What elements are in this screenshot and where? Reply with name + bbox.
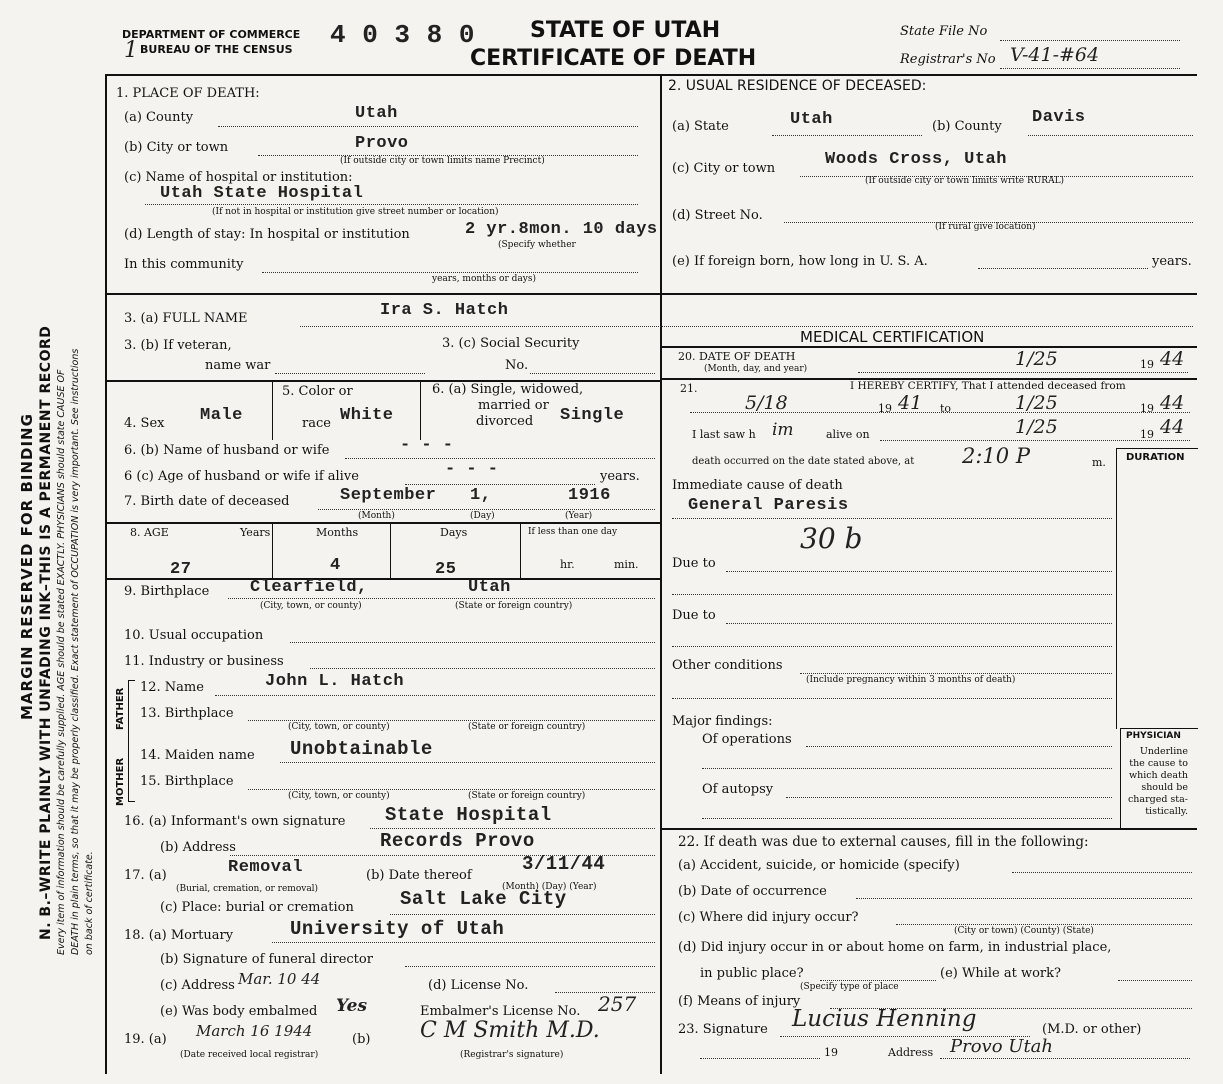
birthplace-state: Utah <box>468 578 511 597</box>
external-a-line <box>1012 872 1192 873</box>
res-county: Davis <box>1032 108 1086 127</box>
age-less-label: If less than one day <box>528 527 618 537</box>
external-b-line <box>856 898 1192 899</box>
address-label: (b) Address <box>160 840 236 855</box>
external-f-label: (f) Means of injury <box>678 994 801 1009</box>
res-state-line <box>772 135 922 136</box>
stamp-prefix: 1 <box>124 38 138 63</box>
received-label: 19. (a) <box>124 1032 167 1047</box>
pod-community-line <box>262 272 638 273</box>
birth-day: 1, <box>470 486 492 505</box>
frame-rule-left-2 <box>105 522 660 524</box>
frame-rule-right-3 <box>660 828 1197 830</box>
director-addr-label: (c) Address <box>160 978 235 993</box>
alive-year-prefix: 19 <box>1140 428 1154 441</box>
margin-ink-note: N. B.–WRITE PLAINLY WITH UNFADING INK–THIS IS A PERMANENT RECORD <box>38 325 54 940</box>
margin-instructions-3: on back of certificate. <box>84 851 95 955</box>
due-to-line-2b <box>672 646 1112 647</box>
physician-box-line: charged sta- <box>1127 794 1188 805</box>
autopsy-label: Of autopsy <box>702 782 774 797</box>
death-time: 2:10 P <box>962 444 1030 468</box>
race-value: White <box>340 406 394 425</box>
physician-box-text <box>1126 746 1206 818</box>
marital-label-3: divorced <box>476 414 534 429</box>
registrar-sig-note: (Registrar's signature) <box>460 1050 564 1060</box>
place-title: 1. PLACE OF DEATH: <box>116 86 260 101</box>
physician-box-line: the cause to <box>1129 758 1188 769</box>
spouse-value: - - - <box>400 436 454 455</box>
due-to-label-1: Due to <box>672 556 716 571</box>
frame-top <box>105 74 1197 76</box>
date-death: 1/25 <box>1015 348 1058 370</box>
autopsy-line-b <box>702 818 1112 819</box>
stamp-number: 4 0 3 8 0 <box>330 20 475 50</box>
place-burial-line <box>390 914 655 915</box>
ssn-label: 3. (c) Social Security <box>442 336 580 351</box>
place-burial: Salt Lake City <box>400 888 567 910</box>
occupation-label: 10. Usual occupation <box>124 628 264 643</box>
certificate-title: CERTIFICATE OF DEATH <box>470 46 757 71</box>
date-death-note: (Month, day, and year) <box>704 364 808 374</box>
physician-box-title: PHYSICIAN <box>1126 731 1181 741</box>
pod-city-note: (If outside city or town limits name Precinct) <box>340 156 545 166</box>
mortuary-value: University of Utah <box>290 918 505 940</box>
registrar-label: Registrar's No <box>900 52 996 67</box>
ssn-line <box>530 373 655 374</box>
father-birth-label: 13. Birthplace <box>140 706 234 721</box>
external-c-label: (c) Where did injury occur? <box>678 910 859 925</box>
margin-instructions-2: DEATH in plain terms, so that it may be properly classified. Exact statement of OCCUPATION is very important. See instructions <box>70 348 81 955</box>
margin-instructions-1: Every item of information should be carefully supplied. AGE should be stated EXACTLY. PHYSICIANS should state CAUSE OF <box>56 369 67 955</box>
mortuary-label: 18. (a) Mortuary <box>124 928 234 943</box>
physician-box-line: should be <box>1141 782 1188 793</box>
state-title: STATE OF UTAH <box>530 18 721 43</box>
embalmed-label: (e) Was body embalmed <box>160 1004 318 1019</box>
registrar-sig-label: (b) <box>352 1032 371 1047</box>
external-c-note: (City or town) (County) (State) <box>954 926 1094 936</box>
sex-label: 4. Sex <box>124 416 165 431</box>
operations-label: Of operations <box>702 732 792 747</box>
birth-month: September <box>340 486 437 505</box>
director-label: (b) Signature of funeral director <box>160 952 373 967</box>
alive-year: 44 <box>1160 416 1185 438</box>
age-days: 25 <box>435 560 457 579</box>
pod-hospital-label: (c) Name of hospital or institution: <box>124 170 353 185</box>
registrar-value: V-41-#64 <box>1010 44 1100 66</box>
name-label: 3. (a) FULL NAME <box>124 311 248 326</box>
to-year-prefix: 19 <box>1140 402 1154 415</box>
pod-stay-label: (d) Length of stay: In hospital or institution <box>124 227 410 242</box>
sex-value: Male <box>200 406 243 425</box>
full-name: Ira S. Hatch <box>380 301 509 320</box>
mother-name-line <box>280 762 655 763</box>
external-d-label: (d) Did injury occur in or about home on farm, in industrial place, <box>678 940 1112 955</box>
res-county-label: (b) County <box>932 119 1002 134</box>
mother-birth-line <box>248 789 655 790</box>
from-year: 41 <box>898 392 923 414</box>
birth-line <box>318 509 655 510</box>
father-state-note: (State or foreign country) <box>468 722 586 732</box>
marital-label: 6. (a) Single, widowed, <box>432 382 584 397</box>
date-thereof-note: (Month) (Day) (Year) <box>502 882 597 892</box>
sig-addr-line <box>940 1058 1190 1059</box>
registrar-line <box>1000 68 1180 69</box>
sig-addr-label: Address <box>888 1046 934 1059</box>
industry-label: 11. Industry or business <box>124 654 284 669</box>
other-line-b <box>672 698 1112 699</box>
external-e-label: (e) While at work? <box>940 966 1061 981</box>
res-street-note: (If rural give location) <box>935 222 1036 232</box>
major-label: Major findings: <box>672 714 773 729</box>
occurred-label: death occurred on the date stated above, at <box>692 456 915 467</box>
pod-stay-note: (Specify whether <box>498 240 576 250</box>
external-d-label-2: in public place? <box>700 966 804 981</box>
sig-date-prefix: 19 <box>824 1046 838 1059</box>
pod-county-label: (a) County <box>124 110 194 125</box>
age-months-label: Months <box>316 526 359 539</box>
director-line <box>405 966 655 967</box>
external-d-line <box>820 980 936 981</box>
immediate-line <box>672 518 1112 519</box>
age-min-label: min. <box>614 558 639 571</box>
res-street-label: (d) Street No. <box>672 208 763 223</box>
father-city-note: (City, town, or county) <box>288 722 390 732</box>
embalmed-value: Yes <box>336 996 368 1016</box>
pod-city-label: (b) City or town <box>124 140 229 155</box>
certify-number: 21. <box>680 382 698 395</box>
date-death-year: 44 <box>1160 348 1185 370</box>
place-burial-label: (c) Place: burial or cremation <box>160 900 354 915</box>
res-city-label: (c) City or town <box>672 161 776 176</box>
res-state: Utah <box>790 110 833 129</box>
res-city: Woods Cross, Utah <box>825 150 1007 169</box>
spouse-age: - - - <box>445 460 499 479</box>
father-name-line <box>215 695 655 696</box>
age-col-1 <box>272 522 273 578</box>
spouse-line <box>345 458 655 459</box>
autopsy-line <box>786 797 1112 798</box>
external-a-label: (a) Accident, suicide, or homicide (specify) <box>678 858 960 873</box>
medical-title: MEDICAL CERTIFICATION <box>800 328 985 346</box>
parents-bracket <box>128 680 135 802</box>
operations-line <box>806 746 1112 747</box>
color-label: 5. Color or <box>282 384 353 399</box>
race-col-line <box>420 380 421 440</box>
mother-name: Unobtainable <box>290 738 433 760</box>
occupation-line <box>290 642 655 643</box>
other-label: Other conditions <box>672 658 783 673</box>
pod-county: Utah <box>355 104 398 123</box>
external-c-line <box>896 924 1192 925</box>
due-to-label-2: Due to <box>672 608 716 623</box>
duration-label: DURATION <box>1126 452 1185 463</box>
birth-year-note: (Year) <box>565 511 593 521</box>
due-to-line-1b <box>672 594 1112 595</box>
registrar-sig: C M Smith M.D. <box>420 1018 600 1043</box>
date-death-line <box>858 372 1188 373</box>
license-label: (d) License No. <box>428 978 529 993</box>
father-birth-line <box>248 720 655 721</box>
external-b-label: (b) Date of occurrence <box>678 884 827 899</box>
external-e-line <box>1118 980 1192 981</box>
mother-city-note: (City, town, or county) <box>288 791 390 801</box>
res-city-note: (If outside city or town limits write RURAL) <box>865 176 1065 186</box>
pod-community-note: years, months or days) <box>432 274 536 284</box>
frame-rule-1 <box>105 293 1197 295</box>
to-year: 44 <box>1160 392 1185 414</box>
informant-value: State Hospital <box>385 804 552 826</box>
embalmer-label: Embalmer's License No. <box>420 1004 581 1019</box>
ssn-label-2: No. <box>505 358 529 373</box>
age-col-3 <box>520 522 521 578</box>
age-years: 27 <box>170 560 192 579</box>
pod-stay: 2 yr.8mon. 10 days <box>465 220 658 239</box>
marital-value: Single <box>560 406 625 425</box>
age-label: 8. AGE <box>130 526 169 539</box>
industry-line <box>310 668 655 669</box>
age-col-2 <box>390 522 391 578</box>
certify-text: I HEREBY CERTIFY, That I attended deceased from <box>850 380 1126 392</box>
burial-value: Removal <box>228 858 303 877</box>
informant-label: 16. (a) Informant's own signature <box>124 814 346 829</box>
res-county-line <box>1028 135 1193 136</box>
pod-hospital: Utah State Hospital <box>160 184 364 203</box>
mother-state-note: (State or foreign country) <box>468 791 586 801</box>
alive-label: alive on <box>826 428 870 441</box>
birthplace-state-note: (State or foreign country) <box>455 601 573 611</box>
operations-line-b <box>702 768 1112 769</box>
margin-binding-note: MARGIN RESERVED FOR BINDING <box>18 413 36 720</box>
father-tag: FATHER <box>115 687 126 730</box>
informant-line <box>370 828 655 829</box>
age-hr-label: hr. <box>560 558 575 571</box>
mortuary-line <box>272 942 655 943</box>
residence-title: 2. USUAL RESIDENCE OF DECEASED: <box>668 78 927 94</box>
state-file-label: State File No <box>900 24 988 39</box>
age-years-label: Years <box>240 526 271 539</box>
burial-note: (Burial, cremation, or removal) <box>176 884 319 894</box>
veteran-line <box>275 373 425 374</box>
to-date: 1/25 <box>1015 392 1058 414</box>
external-title: 22. If death was due to external causes, fill in the following: <box>678 834 1089 850</box>
res-foreign-suffix: years. <box>1152 254 1192 269</box>
spouse-label: 6. (b) Name of husband or wife <box>124 443 330 458</box>
pod-county-line <box>218 126 638 127</box>
birthplace-line <box>228 598 655 599</box>
spouse-age-label: 6 (c) Age of husband or wife if alive <box>124 469 359 484</box>
immediate-cause: General Paresis <box>688 496 849 515</box>
pod-community-label: In this community <box>124 257 244 272</box>
date-death-label: 20. DATE OF DEATH <box>678 350 796 363</box>
date-thereof: 3/11/44 <box>522 853 606 875</box>
mother-birth-label: 15. Birthplace <box>140 774 234 789</box>
director-addr: Mar. 10 44 <box>238 970 321 988</box>
physician-box-line: which death <box>1128 770 1188 781</box>
duration-box <box>1116 448 1198 729</box>
from-year-prefix: 19 <box>878 402 892 415</box>
physician-box-line: tistically. <box>1145 806 1188 817</box>
from-date: 5/18 <box>745 392 788 414</box>
spouse-age-suffix: years. <box>600 469 640 484</box>
date-thereof-label: (b) Date thereof <box>366 868 472 883</box>
code-mark: 30 b <box>800 522 863 555</box>
pod-hospital-line <box>145 204 638 205</box>
bureau-census: BUREAU OF THE CENSUS <box>140 43 293 56</box>
birthplace-city: Clearfield, <box>250 578 368 597</box>
address-value: Records Provo <box>380 830 535 852</box>
date-death-year-prefix: 19 <box>1140 358 1154 371</box>
birthplace-city-note: (City, town, or county) <box>260 601 362 611</box>
mother-tag: MOTHER <box>115 757 126 806</box>
immediate-label: Immediate cause of death <box>672 478 843 493</box>
res-foreign-line <box>978 268 1148 269</box>
to-label: to <box>940 402 952 415</box>
last-saw-label: I last saw h <box>692 428 756 441</box>
age-days-label: Days <box>440 526 468 539</box>
alive-date: 1/25 <box>1015 416 1058 438</box>
spouse-age-line <box>405 484 595 485</box>
other-note: (Include pregnancy within 3 months of death) <box>806 675 1016 685</box>
marital-label-2: married or <box>478 398 549 413</box>
other-line <box>800 673 1112 674</box>
veteran-label-2: name war <box>205 358 271 373</box>
frame-left <box>105 74 107 1074</box>
signature-value: Lucius Henning <box>792 1006 977 1032</box>
veteran-label: 3. (b) If veteran, <box>124 338 232 353</box>
sig-addr: Provo Utah <box>950 1036 1054 1057</box>
frame-rule-right-1 <box>660 346 1197 348</box>
last-saw-pronoun: im <box>772 420 794 440</box>
name-line <box>300 326 1193 327</box>
birth-month-note: (Month) <box>358 511 395 521</box>
frame-middle <box>660 74 662 1074</box>
res-state-label: (a) State <box>672 119 729 134</box>
due-to-line-1 <box>726 571 1112 572</box>
father-name: John L. Hatch <box>265 672 405 691</box>
sex-col-line <box>272 380 273 440</box>
signature-label: 23. Signature <box>678 1022 768 1037</box>
sig-date-line <box>700 1058 820 1059</box>
age-months: 4 <box>330 556 341 575</box>
state-file-line <box>1000 40 1180 41</box>
birth-year: 1916 <box>568 486 611 505</box>
res-foreign-label: (e) If foreign born, how long in U. S. A. <box>672 254 928 269</box>
received-date: March 16 1944 <box>196 1022 313 1040</box>
race-label: race <box>302 416 331 431</box>
embalmer-no: 257 <box>598 992 637 1016</box>
father-name-label: 12. Name <box>140 680 204 695</box>
external-d-note: (Specify type of place <box>800 982 899 992</box>
received-note: (Date received local registrar) <box>180 1050 319 1060</box>
burial-label: 17. (a) <box>124 868 167 883</box>
pod-city: Provo <box>355 134 409 153</box>
physician-box-line: Underline <box>1139 746 1188 757</box>
m-label: m. <box>1092 456 1106 469</box>
birthplace-label: 9. Birthplace <box>124 584 210 599</box>
birth-label: 7. Birth date of deceased <box>124 494 290 509</box>
pod-hospital-note: (If not in hospital or institution give street number or location) <box>212 207 499 217</box>
birth-day-note: (Day) <box>470 511 495 521</box>
due-to-line-2 <box>726 623 1112 624</box>
dept-commerce: DEPARTMENT OF COMMERCE <box>122 28 301 41</box>
mother-name-label: 14. Maiden name <box>140 748 255 763</box>
signature-suffix: (M.D. or other) <box>1042 1022 1142 1037</box>
